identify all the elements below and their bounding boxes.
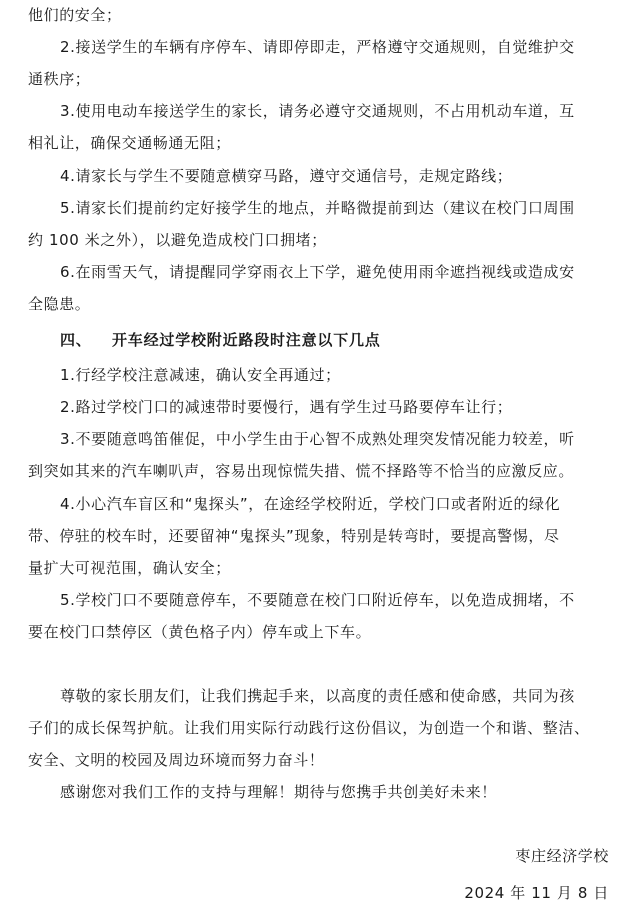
- list-item: 2.路过学校门口的减速带时要慢行，遇有学生过马路要停车让行；: [60, 398, 513, 416]
- closing-paragraph-continuation: 子们的成长保驾护航。让我们用实际行动践行这份倡议，为创造一个和谐、整洁、: [28, 719, 590, 737]
- list-item: 1.行经学校注意减速，确认安全再通过；: [60, 366, 341, 384]
- list-item-continuation: 带、停驻的校车时，还要留神“鬼探头”现象，特别是转弯时，要提高警惕，尽: [28, 527, 560, 545]
- list-item: 3.使用电动车接送学生的家长，请务必遵守交通规则，不占用机动车道，互: [60, 102, 575, 120]
- closing-paragraph: 尊敬的家长朋友们，让我们携起手来，以高度的责任感和使命感，共同为孩: [60, 687, 575, 705]
- paragraph-line: 他们的安全；: [28, 6, 122, 24]
- list-item-continuation: 到突如其来的汽车喇叭声，容易出现惊慌失措、慌不择路等不恰当的应激反应。: [28, 462, 575, 480]
- list-item: 4.小心汽车盲区和“鬼探头”，在途经学校附近，学校门口或者附近的绿化: [60, 495, 561, 513]
- section-number: 四、: [60, 331, 92, 349]
- section-title: 开车经过学校附近路段时注意以下几点: [112, 331, 381, 349]
- list-item-continuation: 约 100 米之外），以避免造成校门口拥堵；: [28, 231, 327, 249]
- section-heading: [60, 330, 618, 350]
- list-item: 6.在雨雪天气，请提醒同学穿雨衣上下学，避免使用雨伞遮挡视线或造成安: [60, 263, 575, 281]
- closing-paragraph-continuation: 安全、文明的校园及周边环境而努力奋斗！: [28, 751, 325, 769]
- signature-school: 枣庄经济学校: [515, 847, 609, 865]
- list-item: 5.请家长们提前约定好接学生的地点，并略微提前到达（建议在校门口周围: [60, 199, 575, 217]
- list-item-continuation: 全隐患。: [28, 295, 91, 313]
- list-item: 5.学校门口不要随意停车，不要随意在校门口附近停车，以免造成拥堵，不: [60, 591, 575, 609]
- list-item-continuation: 相礼让，确保交通畅通无阻；: [28, 134, 231, 152]
- thanks-paragraph: 感谢您对我们工作的支持与理解！期待与您携手共创美好未来！: [60, 783, 497, 801]
- signature-date: 2024 年 11 月 8 日: [464, 884, 609, 902]
- list-item-continuation: 通秩序；: [28, 70, 91, 88]
- list-item-continuation: 量扩大可视范围，确认安全；: [28, 559, 231, 577]
- list-item: 2.接送学生的车辆有序停车、请即停即走，严格遵守交通规则，自觉维护交: [60, 38, 575, 56]
- list-item: 4.请家长与学生不要随意横穿马路，遵守交通信号，走规定路线；: [60, 167, 513, 185]
- list-item-continuation: 要在校门口禁停区（黄色格子内）停车或上下车。: [28, 623, 372, 641]
- list-item: 3.不要随意鸣笛催促，中小学生由于心智不成熟处理突发情况能力较差，听: [60, 430, 575, 448]
